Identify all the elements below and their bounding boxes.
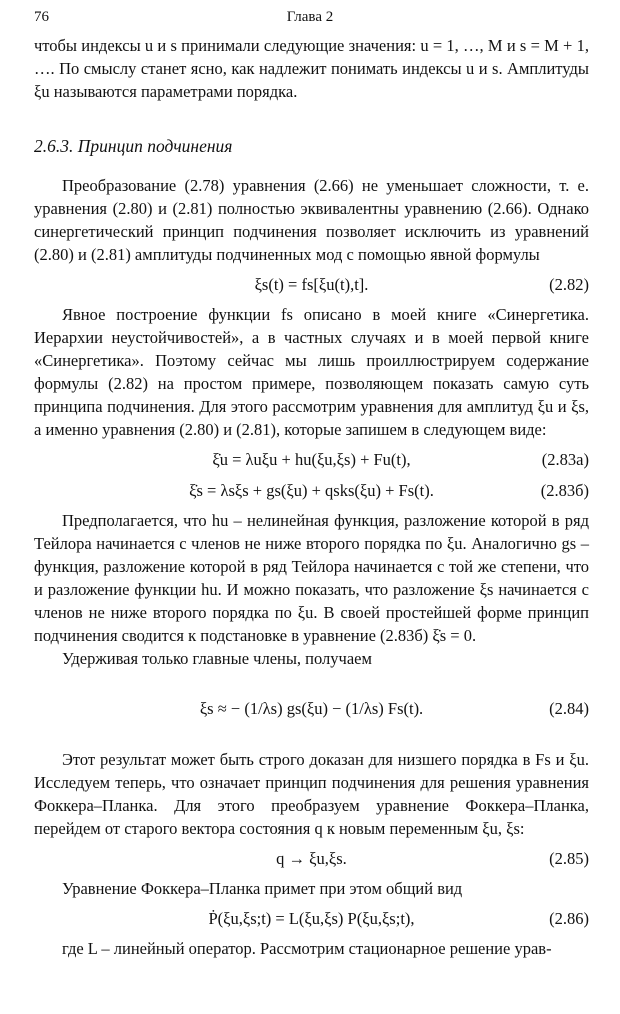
paragraph-3: Явное построение функции fs описано в моей книге «Синергетика. Иерархии неустойчивостей», а в частных случаях и в моей первой книге «Синергетика». Поэтому сейчас мы лишь проиллюстрируем содержание формулы (2.82) на простом примере, позволяющем показать самую суть принципа подчинения. Для этого рассмотрим уравнения для амплитуд ξu и ξs, а именно уравнения (2.80) и (2.81), которые запишем в следующем виде: (34, 305, 589, 439)
equation-2-83a-number: (2.83а) (541, 450, 589, 469)
equation-2-84-number: (2.84) (549, 699, 589, 718)
equation-2-86 (34, 906, 589, 931)
paragraph-2: Преобразование (2.78) уравнения (2.66) не уменьшает сложности, т. е. уравнения (2.80) и (2.81) полностью эквивалентны уравнению (2.66). Однако синергетический принцип подчинения позволяет исключить из уравнений (2.80) и (2.81) амплитуды подчиненных мод с помощью явной формулы (34, 176, 589, 264)
equation-2-85-formula: q → ξu,ξs. (276, 849, 347, 868)
equation-2-83b (34, 478, 589, 503)
equation-2-84 (34, 684, 589, 734)
equation-2-86-formula: Ṗ(ξu,ξs;t) = L(ξu,ξs) P(ξu,ξs;t), (208, 909, 415, 928)
equation-2-85 (34, 846, 589, 871)
equation-2-83b-number: (2.83б) (540, 481, 589, 500)
equation-2-86-number: (2.86) (549, 909, 589, 928)
paragraph-5: Удерживая только главные члены, получаем (62, 649, 372, 668)
paragraph-8: где L – линейный оператор. Рассмотрим стационарное решение урав- (62, 939, 552, 958)
equation-2-83a (34, 447, 589, 472)
page-body (34, 34, 589, 960)
paragraph-4: Предполагается, что hu – нелинейная функция, разложение которой в ряд Тейлора начинается с членов не ниже второго порядка по ξu. Аналогично gs – функция, разложение которой в ряд Тейлора начинается с той же степени, что и разложение функции hu. И можно показать, что разложение ξs начинается с членов не ниже второго порядка по ξu. В своей простейшей форме принцип подчинения сводится к подстановке в уравнение (2.83б) ξ̇s = 0. (34, 511, 589, 645)
page-header (34, 6, 586, 28)
equation-2-83a-formula: ξ̇u = λuξu + hu(ξu,ξs) + Fu(t), (212, 450, 411, 469)
equation-2-82 (34, 272, 589, 297)
chapter-title: Глава 2 (286, 9, 334, 25)
paragraph-6: Этот результат может быть строго доказан для низшего порядка в Fs и ξu. Исследуем теперь, что означает принцип подчинения для решения уравнения Фоккера–Планка. Для этого преобразуем уравнение Фоккера–Планка, перейдем от старого вектора состояния q к новым переменным ξu, ξs: (34, 750, 589, 838)
paragraph-1: чтобы индексы u и s принимали следующие значения: u = 1, …, M и s = M + 1, …. По смыслу станет ясно, как надлежит понимать индексы u и s. Амплитуды ξu называются параметрами порядка. (34, 36, 589, 101)
equation-2-83b-formula: ξ̇s = λsξs + gs(ξu) + qsks(ξu) + Fs(t). (189, 481, 434, 500)
page-number: 76 (34, 9, 49, 25)
equation-2-82-number: (2.82) (549, 275, 589, 294)
section-heading: 2.6.3. Принцип подчинения (34, 136, 233, 156)
paragraph-7: Уравнение Фоккера–Планка примет при этом общий вид (62, 879, 463, 898)
equation-2-82-formula: ξs(t) = fs[ξu(t),t]. (254, 275, 369, 294)
equation-2-85-number: (2.85) (549, 849, 589, 868)
equation-2-84-formula: ξs ≈ − (1/λs) gs(ξu) − (1/λs) Fs(t). (199, 699, 424, 718)
